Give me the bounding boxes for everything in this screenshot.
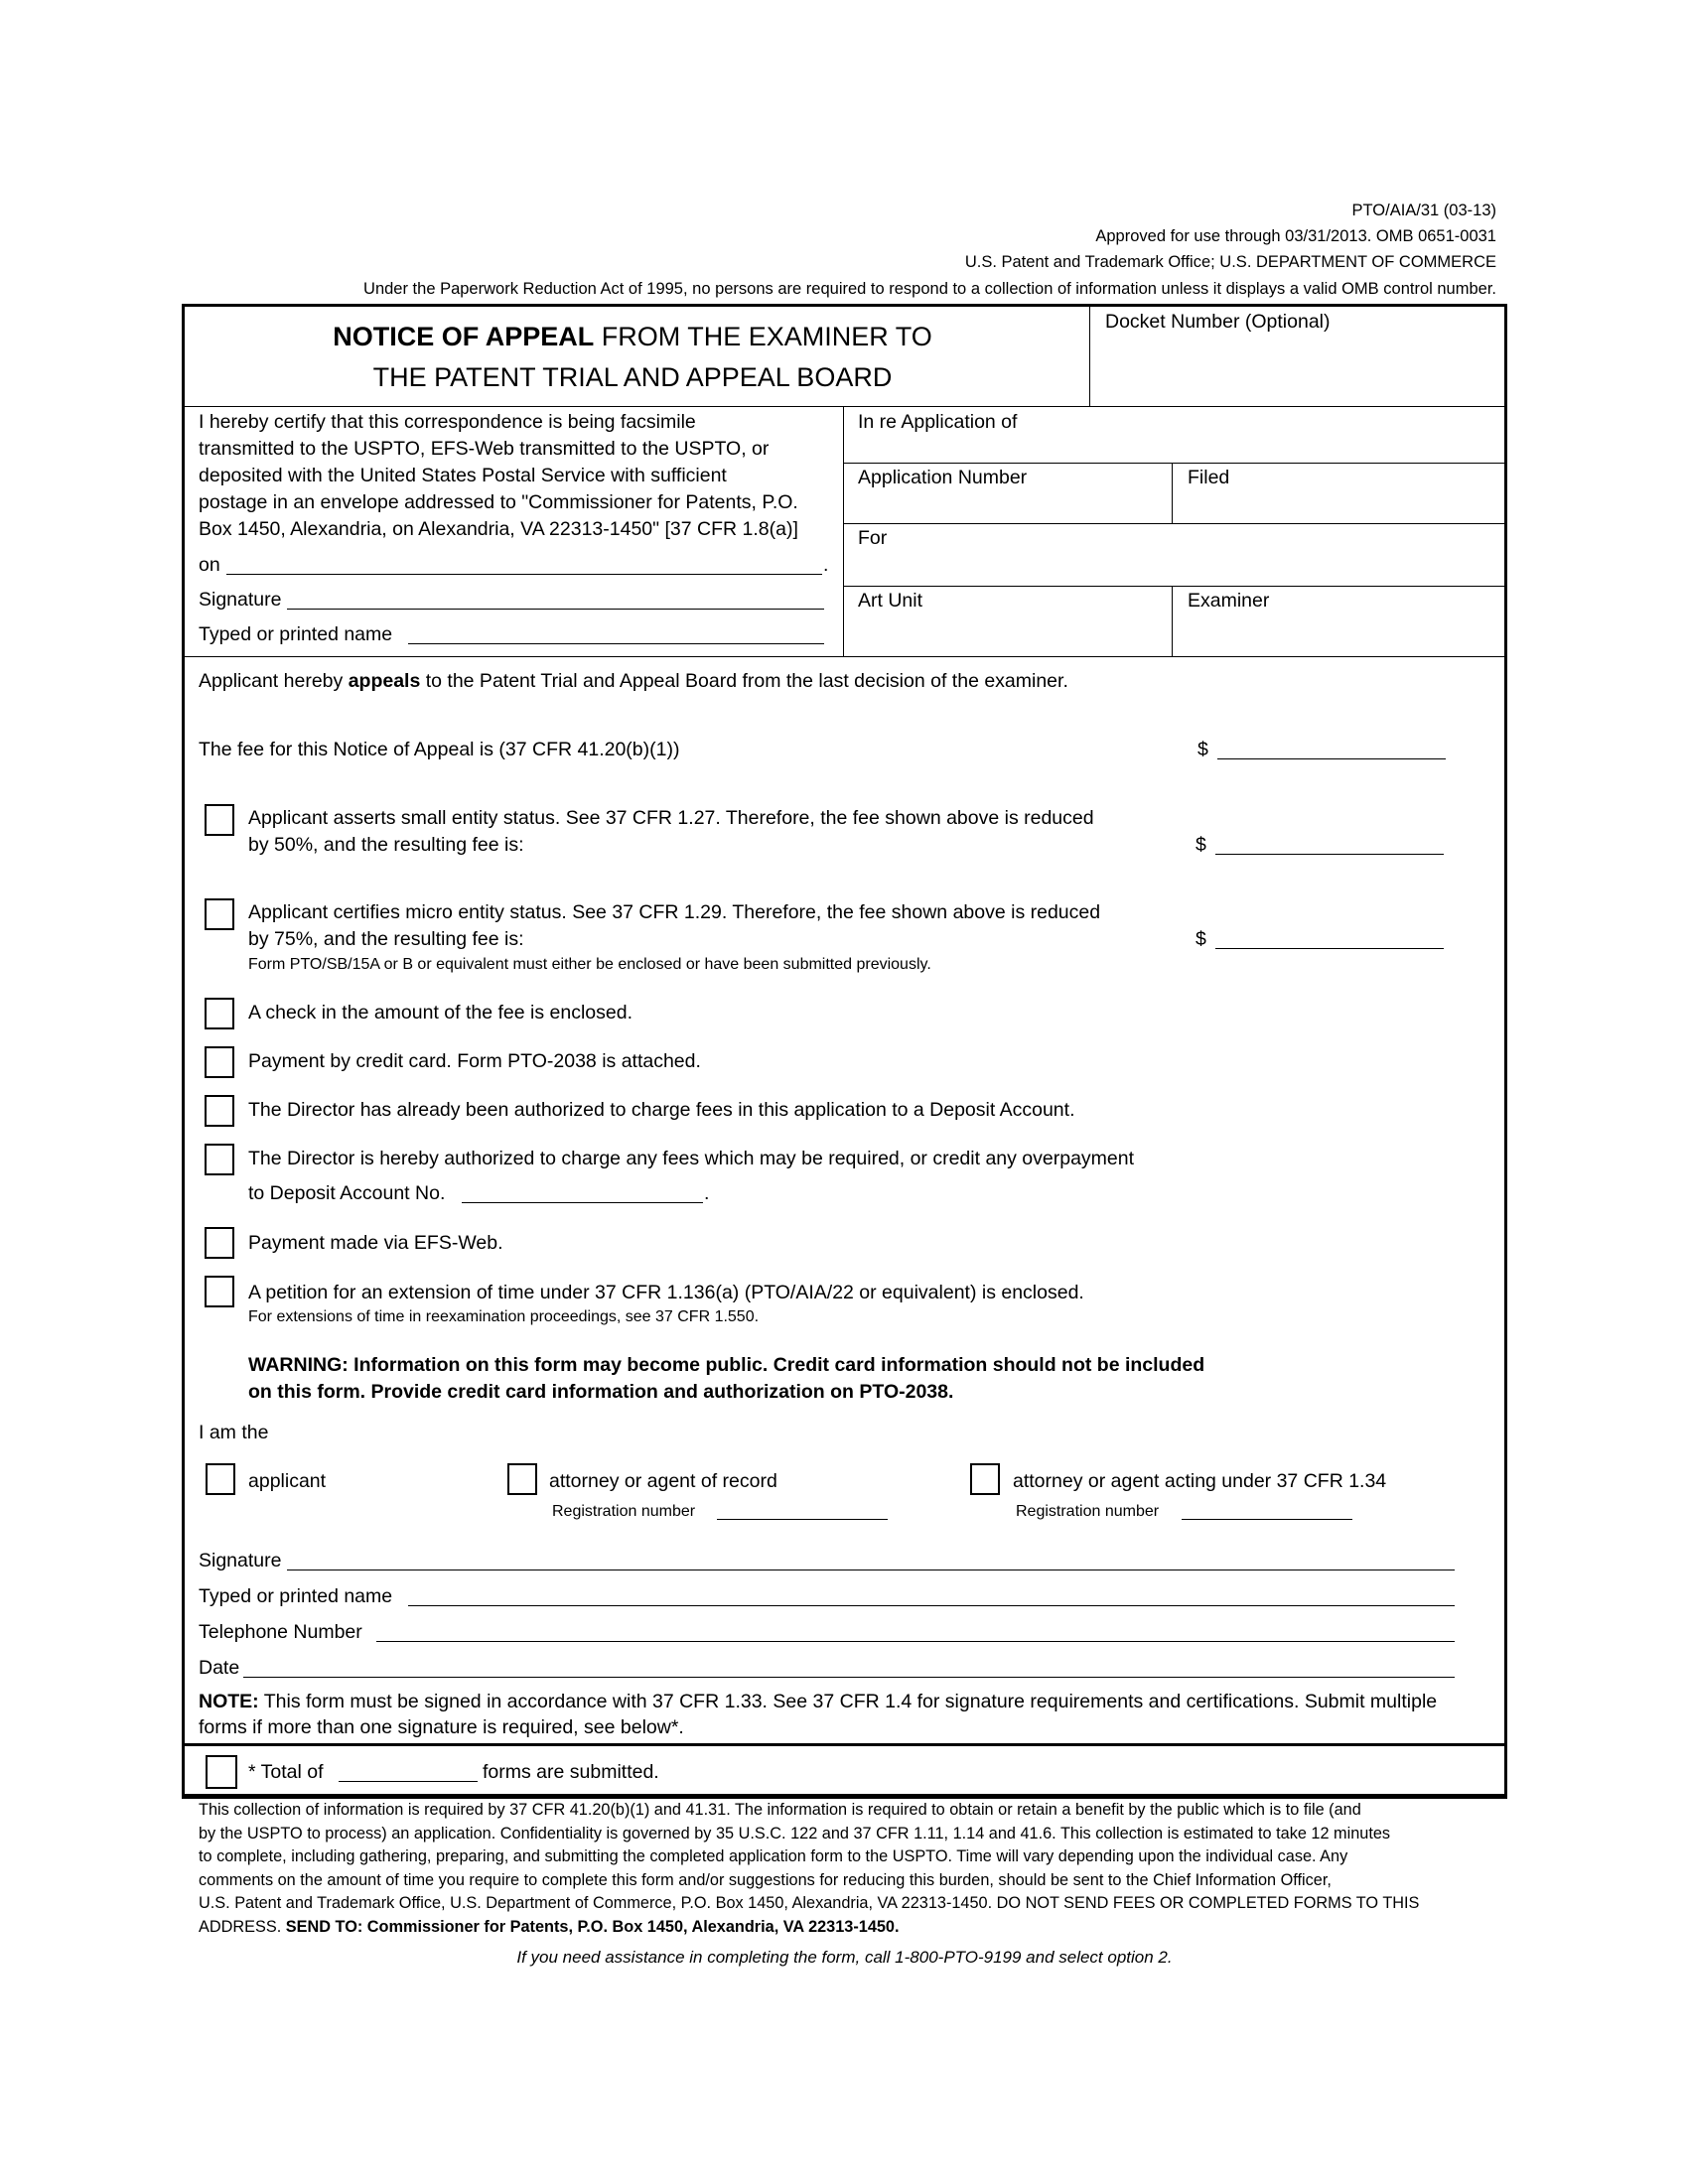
micro-entity-line-2: by 75%, and the resulting fee is: bbox=[248, 928, 524, 950]
attorney-134-reg-field[interactable] bbox=[1182, 1519, 1352, 1520]
title-divider bbox=[1089, 304, 1090, 407]
cert-period: . bbox=[823, 554, 829, 576]
docket-number-field[interactable] bbox=[1097, 369, 1494, 399]
date-label: Date bbox=[199, 1657, 240, 1679]
micro-entity-fee-field[interactable] bbox=[1215, 948, 1444, 949]
check-enclosed-checkbox[interactable] bbox=[205, 998, 234, 1029]
cert-line-4: postage in an envelope addressed to "Commissioner for Patents, P.O. bbox=[199, 491, 798, 513]
attorney-record-reg-label: Registration number bbox=[552, 1503, 696, 1520]
art-unit-label: Art Unit bbox=[858, 590, 923, 612]
in-re-label: In re Application of bbox=[858, 411, 1018, 433]
cert-on-label: on bbox=[199, 554, 220, 576]
examiner-label: Examiner bbox=[1188, 590, 1270, 612]
deposit-account-field[interactable] bbox=[462, 1202, 703, 1203]
applicant-checkbox[interactable] bbox=[206, 1463, 235, 1495]
attorney-134-checkbox[interactable] bbox=[970, 1463, 1000, 1495]
inre-rule bbox=[843, 463, 1507, 464]
director-authorized-line-1: The Director is hereby authorized to charge any fees which may be required, or credit any overpayment bbox=[248, 1148, 1135, 1169]
deposit-account-period: . bbox=[704, 1182, 710, 1204]
efs-web-label: Payment made via EFS-Web. bbox=[248, 1232, 503, 1254]
credit-card-label: Payment by credit card. Form PTO-2038 is attached. bbox=[248, 1050, 701, 1072]
director-authorized-checkbox[interactable] bbox=[205, 1144, 234, 1175]
agency-text: U.S. Patent and Trademark Office; U.S. DEPARTMENT OF COMMERCE bbox=[964, 253, 1496, 271]
telephone-label: Telephone Number bbox=[199, 1621, 362, 1643]
warning-line-1: WARNING: Information on this form may become public. Credit card information should not be included bbox=[248, 1354, 1205, 1376]
deposit-authorized-label: The Director has already been authorized to charge fees in this application to a Deposit Account. bbox=[248, 1099, 1075, 1121]
appeal-statement: Applicant hereby appeals to the Patent Trial and Appeal Board from the last decision of the examiner. bbox=[199, 670, 1068, 692]
micro-entity-checkbox[interactable] bbox=[205, 898, 234, 930]
total-forms-post: forms are submitted. bbox=[483, 1761, 659, 1783]
examiner-divider bbox=[1172, 586, 1173, 657]
fee-line: The fee for this Notice of Appeal is (37 CFR 41.20(b)(1)) bbox=[199, 739, 680, 760]
petition-note: For extensions of time in reexamination proceedings, see 37 CFR 1.550. bbox=[248, 1308, 760, 1325]
fee-dollar: $ bbox=[1197, 739, 1208, 760]
applicant-label: applicant bbox=[248, 1470, 327, 1492]
fee-amount-field[interactable] bbox=[1217, 758, 1446, 759]
total-forms-count-field[interactable] bbox=[339, 1781, 478, 1782]
cert-typed-label: Typed or printed name bbox=[199, 623, 393, 645]
total-forms-pre: * Total of bbox=[248, 1761, 324, 1783]
total-forms-box bbox=[182, 1743, 1507, 1799]
note-line-1: NOTE: This form must be signed in accordance with 37 CFR 1.33. See 37 CFR 1.4 for signature requirements and certifications. Submit multiple bbox=[199, 1691, 1438, 1712]
cert-line-3: deposited with the United States Postal Service with sufficient bbox=[199, 465, 727, 486]
filed-divider bbox=[1172, 463, 1173, 523]
deposit-authorized-checkbox[interactable] bbox=[205, 1095, 234, 1127]
petition-checkbox[interactable] bbox=[205, 1276, 234, 1307]
date-field[interactable] bbox=[243, 1677, 1455, 1678]
cert-signature-field[interactable] bbox=[287, 609, 824, 610]
telephone-field[interactable] bbox=[376, 1641, 1455, 1642]
cert-date-field[interactable] bbox=[226, 574, 822, 575]
for-rule bbox=[843, 586, 1507, 587]
title-bottom-rule bbox=[182, 406, 1507, 407]
credit-card-checkbox[interactable] bbox=[205, 1046, 234, 1078]
form-title bbox=[185, 317, 1080, 398]
attorney-record-checkbox[interactable] bbox=[507, 1463, 537, 1495]
title-line2: THE PATENT TRIAL AND APPEAL BOARD bbox=[372, 362, 893, 392]
attorney-record-label: attorney or agent of record bbox=[549, 1470, 777, 1492]
total-forms-checkbox[interactable] bbox=[206, 1755, 237, 1789]
note-line-2: forms if more than one signature is required, see below*. bbox=[199, 1716, 684, 1738]
small-entity-checkbox[interactable] bbox=[205, 804, 234, 836]
small-entity-line-1: Applicant asserts small entity status. See 37 CFR 1.27. Therefore, the fee shown above is reduced bbox=[248, 807, 1094, 829]
assistance-line: If you need assistance in completing the form, call 1-800-PTO-9199 and select option 2. bbox=[516, 1948, 1173, 1967]
burden-statement: This collection of information is required by 37 CFR 41.20(b)(1) and 41.31. The information is required to obtain or retain a benefit by the public which is to file (and by the USPTO to process) an application. Confidentiality is governed by 35 U.S.C. 122 and 37 CFR 1.11, 1.14 and 41.6. This collection is estimated to take 12 minutes to complete, including gathering, preparing, and submitting the completed application form to the USPTO. Time will vary depending upon the individual case. Any comments on the amount of time you require to complete this form and/or suggestions for reducing this burden, should be sent to the Chief Information Officer, U.S. Patent and Trademark Office, U.S. Department of Commerce, P.O. Box 1450, Alexandria, VA 22313-1450. DO NOT SEND FEES OR COMPLETED FORMS TO THIS ADDRESS. SEND TO: Commissioner for Patents, P.O. Box 1450, Alexandria, VA 22313-1450. bbox=[199, 1801, 1420, 1936]
warning-line-2: on this form. Provide credit card information and authorization on PTO-2038. bbox=[248, 1381, 954, 1403]
typed-name-label: Typed or printed name bbox=[199, 1585, 393, 1607]
appnum-rule bbox=[843, 523, 1507, 524]
micro-entity-dollar: $ bbox=[1196, 928, 1206, 950]
cert-typed-field[interactable] bbox=[408, 643, 824, 644]
small-entity-dollar: $ bbox=[1196, 834, 1206, 856]
attorney-134-label: attorney or agent acting under 37 CFR 1.34 bbox=[1013, 1470, 1387, 1492]
micro-entity-note: Form PTO/SB/15A or B or equivalent must either be enclosed or have been submitted previously. bbox=[248, 956, 931, 973]
attorney-record-reg-field[interactable] bbox=[717, 1519, 888, 1520]
small-entity-fee-field[interactable] bbox=[1215, 854, 1444, 855]
micro-entity-line-1: Applicant certifies micro entity status. See 37 CFR 1.29. Therefore, the fee shown above is reduced bbox=[248, 901, 1101, 923]
signature-label: Signature bbox=[199, 1550, 282, 1571]
cert-bottom-rule bbox=[182, 656, 1507, 657]
check-enclosed-label: A check in the amount of the fee is enclosed. bbox=[248, 1002, 633, 1024]
form-id: PTO/AIA/31 (03-13) bbox=[1351, 202, 1496, 219]
petition-label: A petition for an extension of time under 37 CFR 1.136(a) (PTO/AIA/22 or equivalent) is enclosed. bbox=[248, 1282, 1084, 1303]
cert-divider bbox=[843, 406, 844, 657]
efs-web-checkbox[interactable] bbox=[205, 1227, 234, 1259]
title-rest: FROM THE EXAMINER TO bbox=[594, 322, 932, 351]
cert-line-2: transmitted to the USPTO, EFS-Web transmitted to the USPTO, or bbox=[199, 438, 770, 460]
typed-name-field[interactable] bbox=[408, 1605, 1455, 1606]
title-bold: NOTICE OF APPEAL bbox=[333, 322, 595, 351]
director-authorized-line-2: to Deposit Account No. bbox=[248, 1182, 446, 1204]
attorney-134-reg-label: Registration number bbox=[1016, 1503, 1160, 1520]
i-am-label: I am the bbox=[199, 1422, 269, 1443]
cert-line-1: I hereby certify that this correspondence is being facsimile bbox=[199, 411, 696, 433]
app-number-label: Application Number bbox=[858, 467, 1028, 488]
cert-line-5: Box 1450, Alexandria, on Alexandria, VA 22313-1450" [37 CFR 1.8(a)] bbox=[199, 518, 798, 540]
cert-signature-label: Signature bbox=[199, 589, 282, 611]
small-entity-line-2: by 50%, and the resulting fee is: bbox=[248, 834, 524, 856]
filed-label: Filed bbox=[1188, 467, 1230, 488]
paperwork-notice: Under the Paperwork Reduction Act of 1995, no persons are required to respond to a collection of information unless it displays a valid OMB control number. bbox=[363, 280, 1496, 298]
docket-label: Docket Number (Optional) bbox=[1105, 311, 1331, 333]
approval-text: Approved for use through 03/31/2013. OMB 0651-0031 bbox=[1095, 227, 1496, 245]
for-label: For bbox=[858, 527, 888, 549]
